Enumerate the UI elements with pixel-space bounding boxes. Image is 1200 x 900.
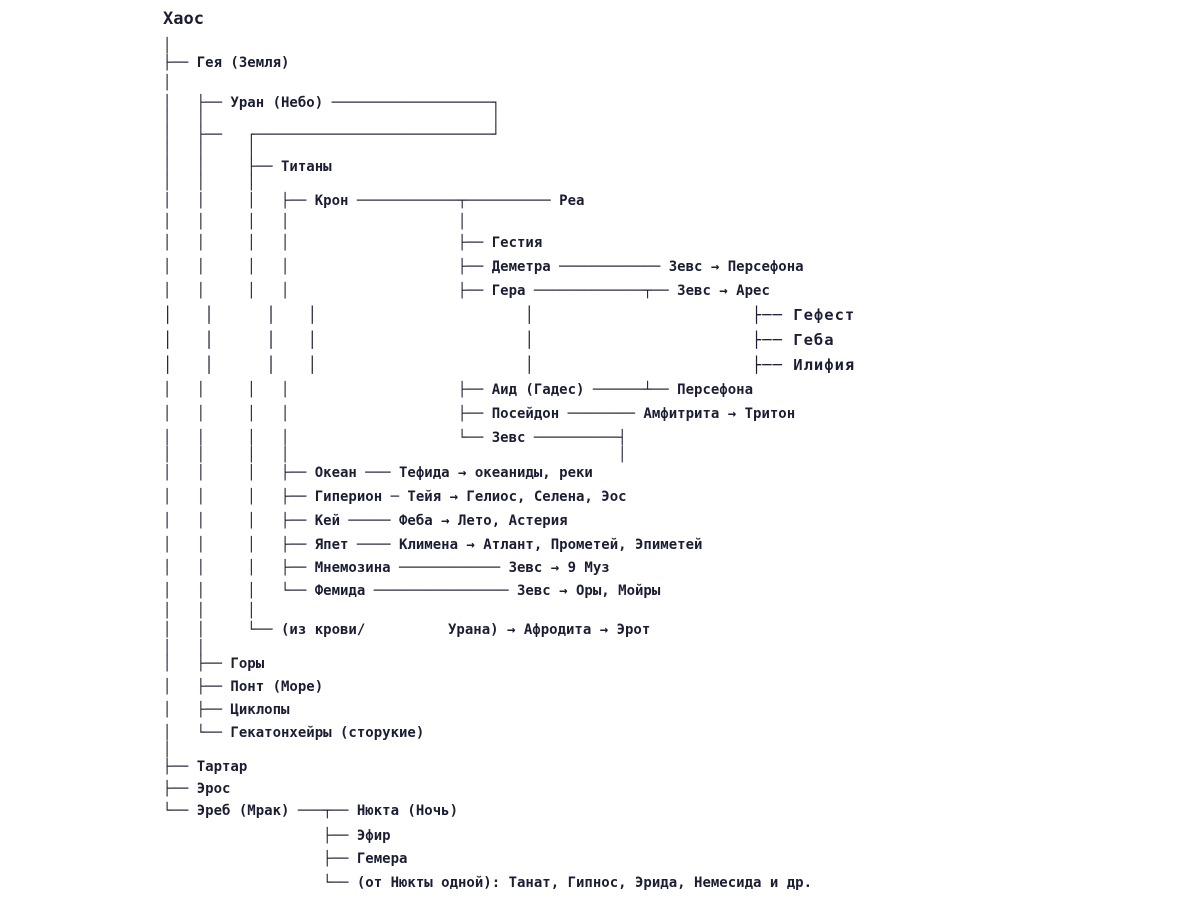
node-eros: ├── Эрос: [163, 781, 231, 797]
tree-line-union: │ ├── ┌────────────────────────────┘: [163, 127, 501, 143]
tree-line: │ │ │: [163, 603, 256, 619]
tree-line: │ │ │ │ │: [163, 214, 467, 230]
tree-line: │: [163, 38, 172, 54]
node-aphrodite-origin: │ │ └── (из крови/: [163, 622, 366, 638]
node-titans: │ │ ├── Титаны: [163, 159, 332, 175]
tree-line: │: [163, 75, 172, 91]
node-iapetus: │ │ │ ├── Япет ──── Климена → Атлант, Прометей, Эпиметей: [163, 537, 703, 553]
node-oceanus: │ │ │ ├── Океан ─── Тефида → океаниды, реки: [163, 465, 593, 481]
node-eileithyia: │ │ │ │ │ ├── Илифия: [163, 356, 856, 374]
node-demeter: │ │ │ │ ├── Деметра ──────────── Зевс → Персефона: [163, 259, 804, 275]
node-pontus: │ ├── Понт (Море): [163, 679, 324, 695]
node-koios: │ │ │ ├── Кей ───── Феба → Лето, Астерия: [163, 513, 568, 529]
node-hyperion: │ │ │ ├── Гиперион ─ Тейя → Гелиос, Селена, Эос: [163, 489, 627, 505]
node-hera: │ │ │ │ ├── Гера ─────────────┬── Зевс → Арес: [163, 283, 770, 299]
node-hades: │ │ │ │ ├── Аид (Гадес) ──────┴── Персефона: [163, 382, 754, 398]
node-hephaestus: │ │ │ │ │ ├── Гефест: [163, 306, 856, 324]
node-aphrodite-chain: Урана) → Афродита → Эрот: [448, 622, 651, 638]
node-tartarus: ├── Тартар: [163, 759, 248, 775]
node-themis: │ │ │ └── Фемида ──────────────── Зевс → Оры, Мойры: [163, 583, 661, 599]
node-gaia: ├── Гея (Земля): [163, 55, 290, 71]
node-uranus: │ ├── Уран (Небо) ───────────────────┐: [163, 95, 501, 111]
node-poseidon: │ │ │ │ ├── Посейдон ──────── Амфитрита → Тритон: [163, 406, 796, 422]
node-kronos: │ │ │ ├── Крон ────────────┬────────── Реа: [163, 193, 585, 209]
node-aether: ├── Эфир: [163, 828, 391, 844]
tree-line: │ │ │ │ │: [163, 447, 627, 463]
tree-line: │ │ │: [163, 111, 501, 127]
node-mnemosyne: │ │ │ ├── Мнемозина ──────────── Зевс → 9 Муз: [163, 560, 610, 576]
node-hecatoncheires: │ └── Гекатонхейры (сторукие): [163, 725, 425, 741]
tree-line: │ │ │: [163, 175, 256, 191]
tree-line: │ │: [163, 640, 206, 656]
node-hestia: │ │ │ │ ├── Гестия: [163, 235, 543, 251]
tree-line: │ │ │: [163, 143, 256, 159]
node-cyclopes: │ ├── Циклопы: [163, 702, 290, 718]
tree-line: │: [163, 742, 172, 758]
root-node-khaos: Хаос: [163, 9, 204, 29]
node-zeus: │ │ │ │ └── Зевс ──────────┤: [163, 430, 627, 446]
node-hebe: │ │ │ │ │ ├── Геба: [163, 331, 835, 349]
node-erebus: └── Эреб (Мрак) ───┬── Нюкта (Ночь): [163, 803, 459, 819]
node-mountains: │ ├── Горы: [163, 656, 265, 672]
node-hemera: ├── Гемера: [163, 851, 408, 867]
node-nyx-children: └── (от Нюкты одной): Танат, Гипнос, Эрида, Немесида и др.: [163, 875, 813, 891]
